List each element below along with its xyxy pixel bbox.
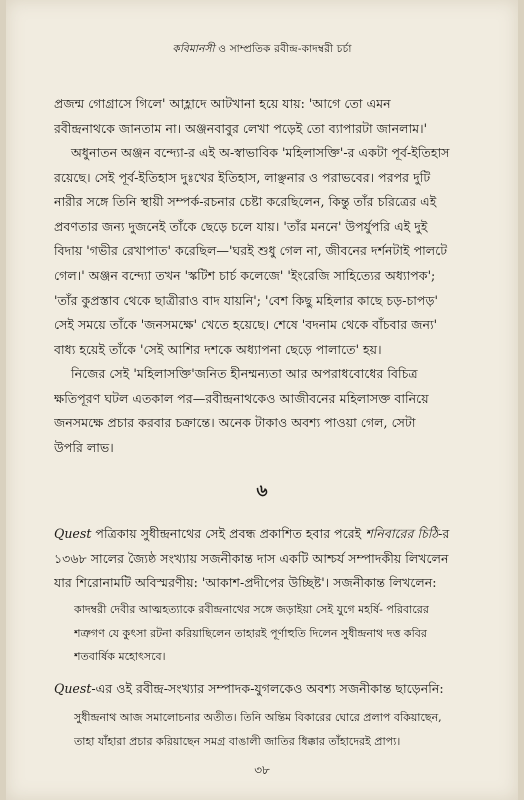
page-number: ৩৮ [254, 763, 270, 777]
running-header-italic: কবিমানসী [172, 43, 215, 55]
text-span: -এর ওই রবীন্দ্র-সংখ্যার সম্পাদক-যুগলকেও অবশ্য সজনীকান্ত ছাড়েননি: [91, 681, 444, 696]
quote-line: তাহা যাঁহারা প্রচার করিয়াছেন সমগ্র বাঙালী জাতির ধিক্কার তাঁহাদেরই প্রাপ্য। [74, 734, 401, 748]
text-line: ১৩৬৮ সালের জ্যৈষ্ঠ সংখ্যায় সজনীকান্ত দাস একটি আশ্চর্য সম্পাদকীয় লিখলেন [54, 550, 449, 566]
quote-line: সুধীন্দ্রনাথ আজ সমালোচনার অতীত। তিনি অন্তিম বিকারের ঘোরে প্রলাপ বকিয়াছেন, [74, 711, 442, 724]
text-line [54, 522, 486, 547]
running-header-rest: ও সাম্প্রতিক রবীন্দ্র-কাদম্বরী চর্চা [214, 43, 352, 55]
text-span: -র [438, 526, 450, 541]
text-line: জনসমক্ষে প্রচার করবার চক্রান্তে। অনেক টাকাও অবশ্য পাওয়া গেল, সেটা [54, 415, 416, 431]
text-line: প্রবণতার জন্য দুজনেই তাঁকে ছেড়ে চলে যায়। 'তাঁর মননে' উপর্যুপরি এই দুই [54, 218, 428, 234]
text-line: নারীর সঙ্গে তিনি স্থায়ী সম্পর্ক-রচনার চেষ্টা করেছিলেন, কিন্তু তাঁর চরিত্রের এই [54, 194, 437, 210]
text-line: বিদায় 'গভীর রেখাপাত' করেছিল—'ঘরই শুধু গেল না, জীবনের দর্শনটাই পালটে [54, 243, 448, 259]
block-quote-2 [74, 706, 486, 753]
text-line: গেল।' অঞ্জন বন্দ্যো তখন 'স্কটিশ চার্চ কলেজে' 'ইংরেজি সাহিত্যের অধ্যাপক'; [54, 267, 436, 283]
quote-line: শত্রুগণ যে কুৎসা রটনা করিয়াছিলেন তাহারই পূর্ণাহুতি দিলেন সুধীন্দ্রনাথ দত্ত কবির [74, 626, 427, 640]
text-line: ক্ষতিপূরণ ঘটল এতকাল পর—রবীন্দ্রনাথকেও আজীবনের মহিলাসক্ত বানিয়ে [54, 390, 429, 406]
text-line: সেই সময়ে তাঁকে 'জনসমক্ষে' খেতে হয়েছে। শেষে 'বদনাম থেকে বাঁচবার জন্য' [54, 317, 438, 333]
text-line: উপরি লাভ। [54, 439, 114, 455]
block-quote-1 [74, 598, 486, 669]
journal-title-quest: Quest [54, 681, 92, 696]
section-number: ৬ [256, 481, 268, 501]
running-header [0, 42, 524, 59]
page-edge-right [518, 0, 524, 800]
text-line: যার শিরোনামটি অবিস্মরণীয়: 'আকাশ-প্রদীপের উচ্ছিষ্ট'। সজনীকান্ত লিখলেন: [54, 575, 437, 591]
text-line: রয়েছে। সেই পূর্ব-ইতিহাস দুঃখের ইতিহাস, লাঞ্ছনার ও পরাভবের। পরপর দুটি [54, 169, 431, 185]
text-line [54, 677, 486, 702]
text-line: 'তাঁর কুপ্রস্তাব থেকে ছাত্রীরাও বাদ যায়নি'; 'বেশ কিছু মহিলার কাছে চড়-চাপড়' [54, 292, 438, 308]
text-line: প্রজন্ম গোগ্রাসে গিলে' আহ্লাদে আটখানা হয়ে যায়: 'আগে তো এমন [54, 96, 391, 111]
paragraph-1 [54, 92, 486, 141]
text-line: নিজের সেই 'মহিলাসক্তি'জনিত হীনম্মন্যতা আর অপরাধবোধের বিচিত্র [71, 366, 418, 381]
paragraph-4 [54, 522, 486, 596]
paragraph-3 [54, 362, 486, 460]
text-line: অধুনাতন অঞ্জন বন্দ্যো-র এই অ-স্বাভাবিক 'মহিলাসক্তি'-র একটা পূর্ব-ইতিহাস [71, 145, 450, 160]
text-line: রবীন্দ্রনাথকে জানতাম না। অঞ্জনবাবুর লেখা পড়েই তো ব্যাপারটা জানলাম।' [54, 120, 428, 136]
paragraph-2 [54, 141, 486, 362]
page-edge-left [0, 0, 6, 800]
text-line: বাধ্য হয়েই তাঁকে 'সেই আশির দশকে অধ্যাপনা ছেড়ে পালাতে' হয়। [54, 341, 382, 357]
quote-line: শতবার্ষিক মহোৎসবে। [74, 650, 166, 663]
quote-line: কাদম্বরী দেবীর আত্মহত্যাকে রবীন্দ্রনাথের সঙ্গে জড়াইয়া সেই যুগে মহর্ষি- পরিবারের [74, 603, 429, 616]
text-span: পত্রিকায় সুধীন্দ্রনাথের সেই প্রবন্ধ প্রকাশিত হবার পরেই [91, 526, 366, 541]
journal-title-shanibarer-chithi: শনিবারের চিঠি [365, 526, 439, 541]
journal-title-quest: Quest [54, 526, 92, 541]
paragraph-5 [54, 677, 486, 702]
